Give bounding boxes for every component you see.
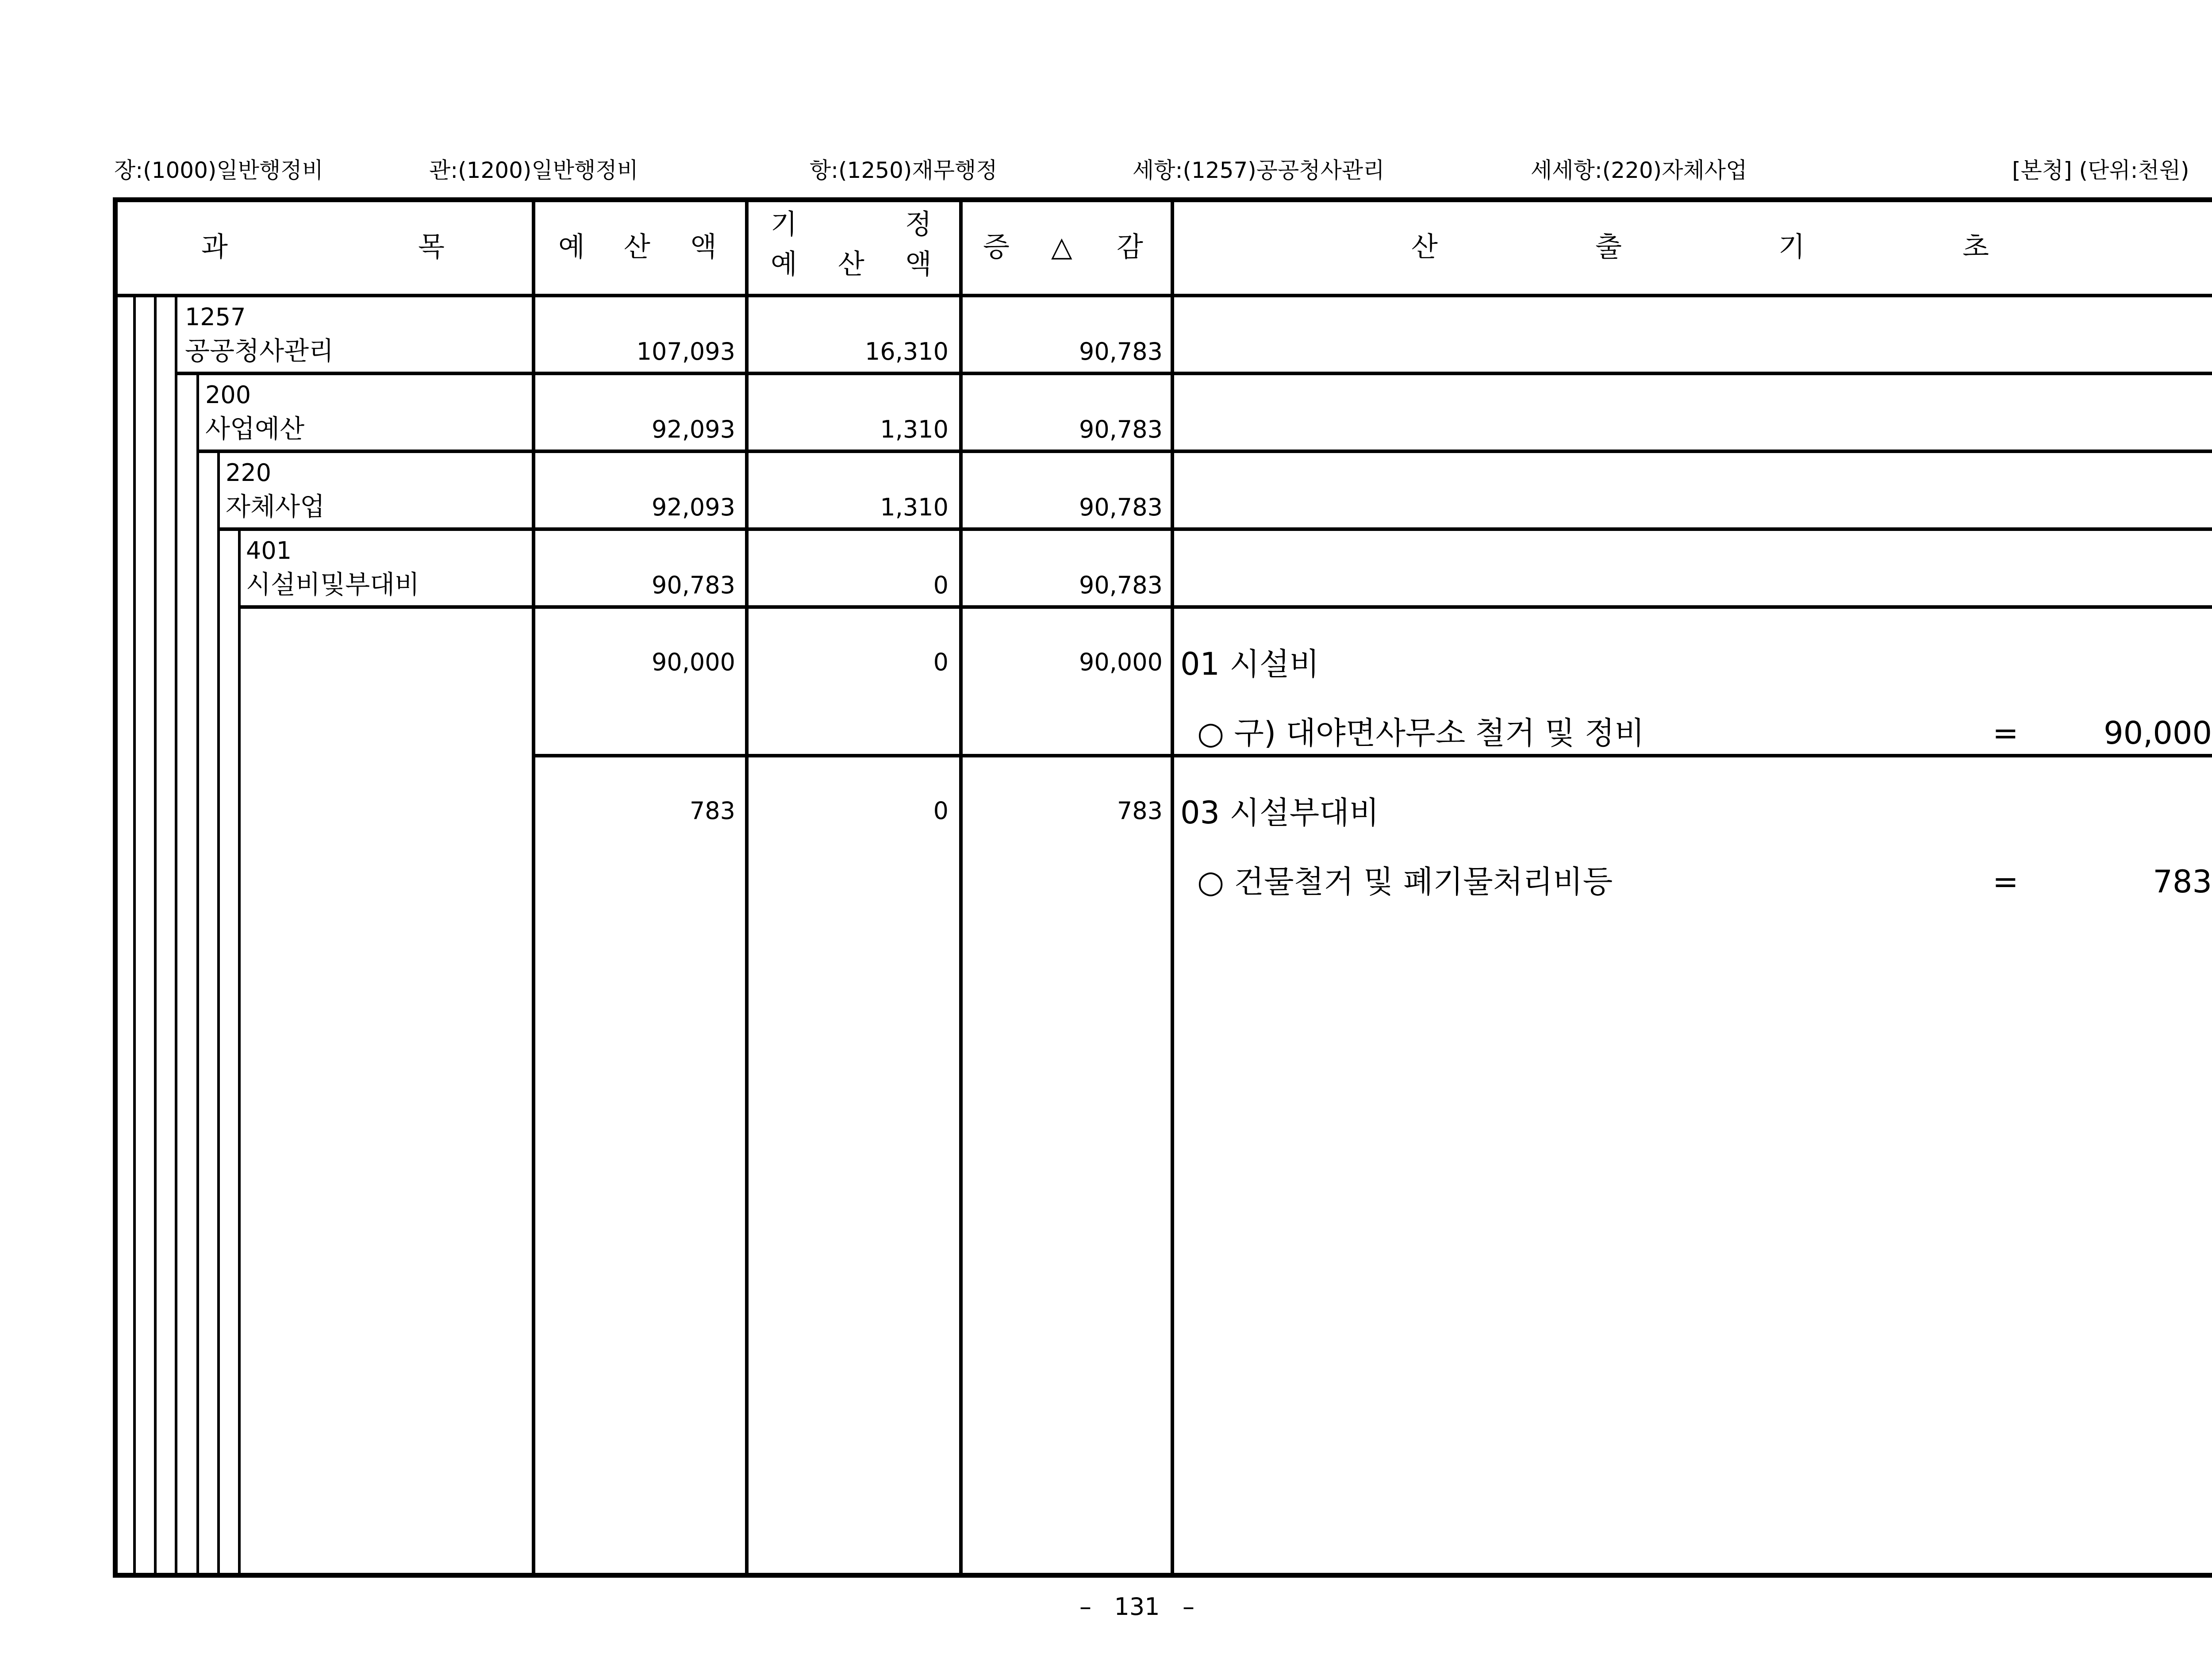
row-code: 220 — [226, 459, 272, 487]
row-divider — [239, 605, 2212, 609]
budget-header-1: 예 — [558, 231, 585, 263]
row-budget: 90,783 — [652, 571, 735, 599]
change-header-3: 감 — [1117, 231, 1143, 263]
prev-header-top-1: 기 — [771, 208, 797, 240]
subject-header-right: 목 — [418, 231, 445, 263]
detail-item: ○ 건물철거 및 폐기물처리비등 — [1197, 864, 1613, 900]
column-divider — [1171, 197, 1174, 1578]
subject-header-left: 과 — [201, 231, 228, 263]
detail-budget: 90,000 — [652, 648, 735, 676]
prev-header-bottom-3: 액 — [905, 248, 932, 280]
row-name: 사업예산 — [205, 414, 305, 444]
detail-equals: = — [1993, 864, 2019, 900]
page-number: – 131 – — [1079, 1593, 1195, 1621]
column-divider — [959, 197, 963, 1578]
prev-header-bottom-2: 산 — [838, 248, 864, 280]
detail-prev: 0 — [933, 797, 949, 825]
row-budget: 107,093 — [636, 338, 735, 365]
header-unit: [본청] (단위:천원) — [2012, 158, 2189, 183]
row-prev: 0 — [933, 571, 949, 599]
header-hang: 항:(1250)재무행정 — [810, 158, 998, 183]
detail-change: 90,000 — [1079, 648, 1163, 676]
detail-equals: = — [1993, 715, 2019, 751]
header-jang: 장:(1000)일반행정비 — [114, 158, 323, 183]
row-name: 자체사업 — [226, 492, 325, 522]
indent-line — [217, 451, 220, 1576]
row-divider — [532, 754, 2212, 757]
indent-line — [154, 296, 157, 1576]
detail-budget: 783 — [689, 797, 735, 825]
column-divider — [532, 197, 535, 1578]
row-code: 1257 — [185, 303, 246, 331]
detail-title: 01 시설비 — [1180, 646, 1320, 682]
header-gwan: 관:(1200)일반행정비 — [429, 158, 638, 183]
row-name: 공공청사관리 — [185, 336, 334, 366]
row-prev: 16,310 — [865, 338, 949, 365]
indent-line — [196, 373, 199, 1576]
header-sehang: 세항:(1257)공공청사관리 — [1133, 158, 1385, 183]
row-budget: 92,093 — [652, 493, 735, 521]
basis-header-2: 출 — [1595, 231, 1622, 263]
column-divider — [745, 197, 749, 1578]
change-header-1: 증 — [983, 231, 1010, 263]
row-change: 90,783 — [1079, 493, 1163, 521]
row-change: 90,783 — [1079, 415, 1163, 443]
row-code: 200 — [205, 381, 251, 409]
row-divider — [218, 527, 2212, 531]
indent-line — [175, 296, 177, 1576]
header-divider — [113, 294, 2212, 297]
detail-item: ○ 구) 대야면사무소 철거 및 정비 — [1197, 715, 1645, 751]
detail-amount: 90,000 — [2104, 715, 2212, 751]
detail-title: 03 시설부대비 — [1180, 795, 1379, 831]
detail-prev: 0 — [933, 648, 949, 676]
row-code: 401 — [246, 537, 292, 565]
row-divider — [177, 372, 2212, 375]
row-change: 90,783 — [1079, 571, 1163, 599]
row-budget: 92,093 — [652, 415, 735, 443]
budget-table-frame — [113, 197, 2212, 1578]
indent-line — [133, 296, 136, 1576]
header-sesehang: 세세항:(220)자체사업 — [1531, 158, 1747, 183]
basis-header-1: 산 — [1411, 231, 1438, 263]
basis-header-4: 초 — [1962, 231, 1989, 263]
indent-line — [238, 529, 241, 1576]
detail-change: 783 — [1117, 797, 1163, 825]
detail-amount: 783 — [2153, 864, 2212, 900]
budget-header-2: 산 — [624, 231, 650, 263]
budget-header-3: 액 — [690, 231, 717, 263]
row-divider — [197, 450, 2212, 453]
row-prev: 1,310 — [880, 415, 949, 443]
row-name: 시설비및부대비 — [246, 569, 420, 599]
row-change: 90,783 — [1079, 338, 1163, 365]
change-header-2: △ — [1051, 231, 1072, 263]
prev-header-bottom-1: 예 — [771, 248, 797, 280]
basis-header-3: 기 — [1778, 231, 1805, 263]
prev-header-top-2: 정 — [905, 208, 932, 240]
row-prev: 1,310 — [880, 493, 949, 521]
